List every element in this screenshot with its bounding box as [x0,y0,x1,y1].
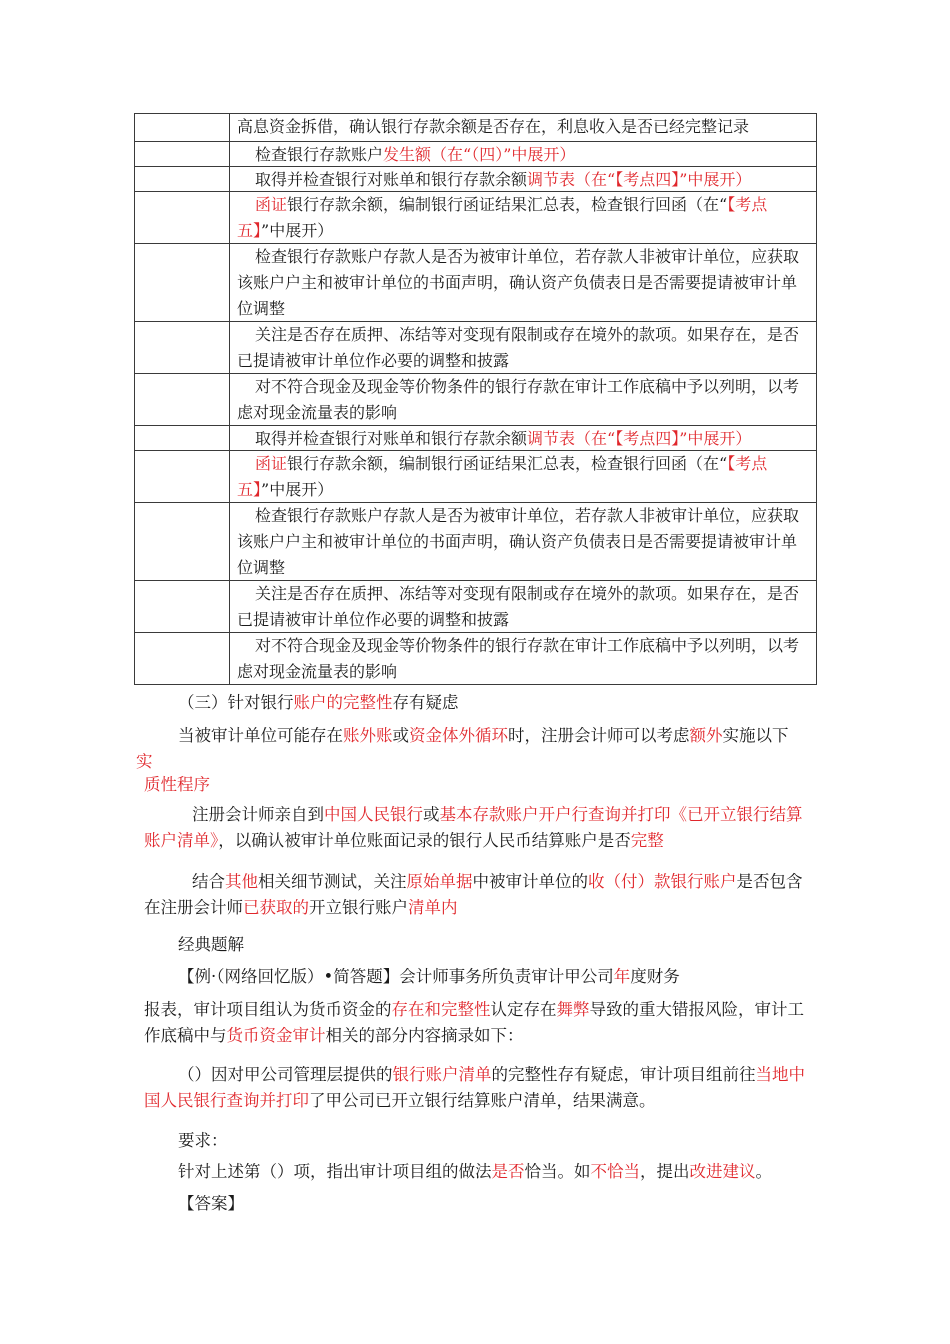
procedure-text [237,374,808,425]
highlight-text: 资金体外循环 [409,726,508,745]
text-run: 报表，审计项目组认为货币资金的 [144,1000,392,1019]
highlight-text: 是否 [491,1162,525,1181]
highlight-text: 函证 [255,195,288,214]
procedure-text [237,426,808,450]
text-run: 是否包含在注册会计师 [144,872,803,917]
procedure-cell [230,322,817,374]
table-row [135,426,817,451]
procedure-cell [230,192,817,244]
highlight-text: 调节表（在“【考点四】”中展开） [527,170,752,189]
text-run: 相关的部分内容摘录如下： [325,1026,524,1045]
empty-label-cell [135,503,230,581]
text-run: 的完整性存有疑虑，审计项目组前往 [491,1065,756,1084]
highlight-text: 清单内 [408,898,458,917]
procedure-cell [230,142,817,167]
audit-procedure-table [134,113,817,685]
highlight-text: 货币资金审计 [226,1026,326,1045]
procedure-text [237,581,808,632]
text-run: 要求： [178,1131,228,1150]
text-run: 中被审计单位的 [472,872,588,891]
text-run: 取得并检查银行对账单和银行存款余额 [255,170,528,189]
paragraph [144,1128,808,1154]
text-run: 银行存款余额，编制银行函证结果汇总表，检查银行回函（在“ [287,195,728,214]
highlight-text: 调节表（在“【考点四】”中展开） [527,429,752,448]
text-run: （三）针对银行 [178,693,294,712]
text-run: 度财务 [630,967,680,986]
paragraph [144,772,808,798]
text-run: 注册会计师亲自到 [192,805,324,824]
text-run: 结合 [192,872,225,891]
highlight-text: 改进建议 [689,1162,756,1181]
text-run: ，以确认被审计单位账面记录的银行人民币结算账户是否 [218,831,631,850]
empty-label-cell [135,581,230,633]
highlight-text: 账户的完整性 [293,693,393,712]
text-run: 检查银行存款账户存款人是否为被审计单位，若存款人非被审计单位，应获取该账户户主和被审计单位的书面声明，确认资产负债表日是否需要提请被审计单位调整 [237,247,800,318]
procedure-text [237,114,808,141]
text-run: 实施以下 [722,726,789,745]
highlight-text: 【考点五】 [237,195,768,240]
procedure-text [237,633,808,684]
procedure-text [237,322,808,373]
procedure-cell [230,503,817,581]
paragraph [144,932,808,958]
procedure-text [237,503,808,580]
procedure-cell [230,114,817,142]
text-run: （）因对甲公司管理层提供的 [178,1065,393,1084]
paragraph [144,869,808,921]
highlight-text: 发生额（在“（四）”中展开） [383,145,576,164]
text-run: 对不符合现金及现金等价物条件的银行存款在审计工作底稿中予以列明，以考虑对现金流量表的影响 [237,377,800,422]
empty-label-cell [135,114,230,142]
empty-label-cell [135,142,230,167]
text-run: 对不符合现金及现金等价物条件的银行存款在审计工作底稿中予以列明，以考虑对现金流量表的影响 [237,636,800,681]
procedure-cell [230,244,817,322]
text-run: 存有疑虑 [392,693,459,712]
highlight-text: 银行账户清单 [392,1065,492,1084]
table-row [135,142,817,167]
highlight-text: 账外账 [343,726,393,745]
text-run: 针对上述第（）项，指出审计项目组的做法 [178,1162,492,1181]
procedure-cell [230,167,817,192]
paragraph [144,1159,808,1185]
table-row [135,633,817,685]
paragraph [144,997,808,1049]
empty-label-cell [135,633,230,685]
text-run: ”中展开） [261,480,334,499]
highlight-text: 【考点五】 [237,454,768,499]
text-run: 了甲公司已开立银行结算账户清单，结果满意。 [309,1091,656,1110]
text-run: 关注是否存在质押、冻结等对变现有限制或存在境外的款项。如果存在，是否已提请被审计单位作必要的调整和披露 [237,584,800,629]
table-row [135,581,817,633]
table-row [135,192,817,244]
procedure-cell [230,451,817,503]
paragraph [144,690,808,716]
table-row [135,503,817,581]
text-run: 恰当。如 [524,1162,591,1181]
highlight-text: 原始单据 [406,872,473,891]
text-run: 关注是否存在质押、冻结等对变现有限制或存在境外的款项。如果存在，是否已提请被审计单位作必要的调整和披露 [237,325,800,370]
highlight-text: 不恰当 [590,1162,640,1181]
text-run: 时，注册会计师可以考虑 [508,726,690,745]
procedure-text [237,244,808,321]
text-run: 或 [392,726,409,745]
empty-label-cell [135,192,230,244]
highlight-text: 额外 [689,726,723,745]
procedure-cell [230,633,817,685]
highlight-text: 完整 [630,831,664,850]
table-row [135,374,817,426]
text-run: 导致的重大错报风险，审计工作底稿中与 [144,1000,804,1045]
highlight-text: 中国人民银行 [324,805,423,824]
highlight-text: 已获取的 [243,898,309,917]
paragraph [144,723,808,749]
empty-label-cell [135,167,230,192]
text-run: 相关细节测试，关注 [258,872,407,891]
highlight-text: 舞弊 [556,1000,590,1019]
highlight-text: 其他 [225,872,258,891]
table-row [135,114,817,142]
paragraph [144,802,808,854]
text-run: 【答案】 [178,1194,244,1213]
text-run: ，提出 [640,1162,690,1181]
empty-label-cell [135,451,230,503]
text-run: 经典题解 [178,935,244,954]
highlight-text: 当地中国人民银行查询并打印 [144,1065,805,1110]
paragraph [144,1191,808,1217]
procedure-text [237,167,808,191]
empty-label-cell [135,374,230,426]
text-run: ”中展开） [261,221,334,240]
text-run: 高息资金拆借，确认银行存款余额是否存在，利息收入是否已经完整记录 [237,117,750,136]
text-run: 。 [755,1162,772,1181]
highlight-text: 存在和完整性 [391,1000,491,1019]
highlight-text: 基本存款账户开户行查询并打印《已开立银行结算账户清单》 [144,805,803,850]
text-run: 或 [423,805,440,824]
text-run: 认定存在 [490,1000,557,1019]
text-run: 当被审计单位可能存在 [178,726,343,745]
highlight-text: 函证 [255,454,288,473]
procedure-cell [230,374,817,426]
procedure-cell [230,426,817,451]
text-run: 【例·（网络回忆版）•简答题】会计师事务所负责审计甲公司 [178,967,614,986]
empty-label-cell [135,426,230,451]
table-body [135,114,817,685]
text-run: 检查银行存款账户存款人是否为被审计单位，若存款人非被审计单位，应获取该账户户主和被审计单位的书面声明，确认资产负债表日是否需要提请被审计单位调整 [237,506,800,577]
procedure-text [237,451,808,502]
table-row [135,451,817,503]
text-run: 开立银行账户 [309,898,408,917]
text-run: 取得并检查银行对账单和银行存款余额 [255,429,528,448]
empty-label-cell [135,244,230,322]
highlight-text: 实 [136,752,153,771]
highlight-text: 收（付）款银行账户 [588,872,737,891]
procedure-text [237,192,808,243]
text-run: 银行存款余额，编制银行函证结果汇总表，检查银行回函（在“ [287,454,728,473]
text-run: 检查银行存款账户 [255,145,384,164]
procedure-text [237,142,808,166]
procedure-cell [230,581,817,633]
paragraph [144,964,808,990]
paragraph [144,1062,808,1114]
highlight-text: 质性程序 [144,775,210,794]
table-row [135,167,817,192]
table-row [135,322,817,374]
highlight-text: 年 [613,967,631,986]
table-row [135,244,817,322]
empty-label-cell [135,322,230,374]
